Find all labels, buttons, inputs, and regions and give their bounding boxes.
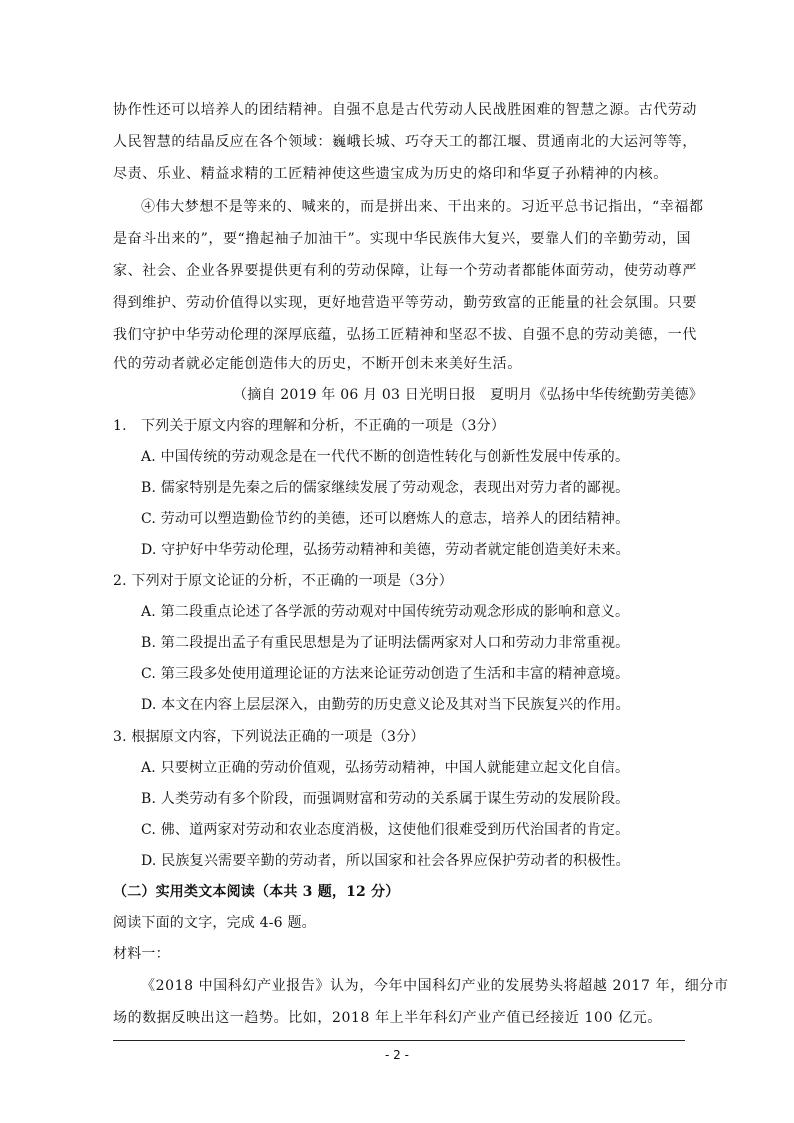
passage-line: 人民智慧的结晶反应在各个领域：巍峨长城、巧夺天工的都江堰、贯通南北的大运河等等， <box>113 134 697 150</box>
paragraph-4-line: 家、社会、企业各界要提供更有利的劳动保障，让每一个劳动者都能体面劳动，使劳动尊严 <box>113 263 697 279</box>
material-label: 材料一： <box>113 946 170 962</box>
passage-line: 尽责、乐业、精益求精的工匠精神使这些遗宝成为历史的烙印和华夏子孙精神的内核。 <box>113 166 668 182</box>
question-1-stem: 1. 下列关于原文内容的理解和分析，不正确的一项是（3分） <box>113 418 506 434</box>
question-2-stem: 2. 下列对于原文论证的分析，不正确的一项是（3分） <box>113 573 453 589</box>
paragraph-4-line: ④伟大梦想不是等来的、喊来的，而是拼出来、干出来的。习近平总书记指出，“幸福都 <box>141 199 704 215</box>
footer-divider <box>113 1040 685 1041</box>
question-1-option-d: D. 守护好中华劳动伦理，弘扬劳动精神和美德，劳动者就定能创造美好未来。 <box>141 542 630 558</box>
page-number: - 2 - <box>385 1048 409 1062</box>
question-3-option-a: A. 只要树立正确的劳动价值观，弘扬劳动精神，中国人就能建立起文化自信。 <box>141 760 630 776</box>
paragraph-4-line: 代的劳动者就必定能创造伟大的历史，不断开创未来美好生活。 <box>113 356 522 372</box>
paragraph-4-line: 是奋斗出来的”，要“撸起袖子加油干”。实现中华民族伟大复兴，要靠人们的辛勤劳动，国 <box>113 231 692 247</box>
section-heading: （二）实用类文本阅读（本共 3 题，12 分） <box>113 884 400 900</box>
section-instruction: 阅读下面的文字，完成 4-6 题。 <box>113 915 316 931</box>
material-line: 场的数据反映出这一趋势。比如，2018 年上半年科幻产业产值已经接近 100 亿元。 <box>113 1010 662 1026</box>
question-2-option-a: A. 第二段重点论述了各学派的劳动观对中国传统劳动观念形成的影响和意义。 <box>141 604 630 620</box>
passage-line: 协作性还可以培养人的团结精神。自强不息是古代劳动人民战胜困难的智慧之源。古代劳动 <box>113 102 697 118</box>
question-3-option-b: B. 人类劳动有多个阶段，而强调财富和劳动的关系属于谋生劳动的发展阶段。 <box>141 791 630 807</box>
material-line: 《2018 中国科幻产业报告》认为，今年中国科幻产业的发展势头将超越 2017 年，细分市 <box>141 978 729 994</box>
paragraph-4-line: 得到维护、劳动价值得以实现，更好地营造平等劳动，勤劳致富的正能量的社会氛围。只要 <box>113 295 697 311</box>
question-1-option-a: A. 中国传统的劳动观念是在一代代不断的创造性转化与创新性发展中传承的。 <box>141 449 630 465</box>
question-2-option-b: B. 第二段提出孟子有重民思想是为了证明法儒两家对人口和劳动力非常重视。 <box>141 635 630 651</box>
question-3-option-c: C. 佛、道两家对劳动和农业态度消极，这使他们很难受到历代治国者的肯定。 <box>141 822 630 838</box>
source-citation: （摘自 2019 年 06 月 03 日光明日报 夏明月《弘扬中华传统勤劳美德》 <box>233 387 703 403</box>
question-1-option-b: B. 儒家特别是先秦之后的儒家继续发展了劳动观念，表现出对劳力者的鄙视。 <box>141 480 630 496</box>
question-1-option-c: C. 劳动可以塑造勤俭节约的美德，还可以磨炼人的意志，培养人的团结精神。 <box>141 511 630 527</box>
question-3-stem: 3. 根据原文内容，下列说法正确的一项是（3分） <box>113 729 425 745</box>
question-2-option-d: D. 本文在内容上层层深入，由勤劳的历史意义论及其对当下民族复兴的作用。 <box>141 697 630 713</box>
question-3-option-d: D. 民族复兴需要辛勤的劳动者，所以国家和社会各界应保护劳动者的积极性。 <box>141 853 630 869</box>
question-2-option-c: C. 第三段多处使用道理论证的方法来论证劳动创造了生活和丰富的精神意境。 <box>141 666 630 682</box>
paragraph-4-line: 我们守护中华劳动伦理的深厚底蕴，弘扬工匠精神和坚忍不拔、自强不息的劳动美德，一代 <box>113 327 697 343</box>
